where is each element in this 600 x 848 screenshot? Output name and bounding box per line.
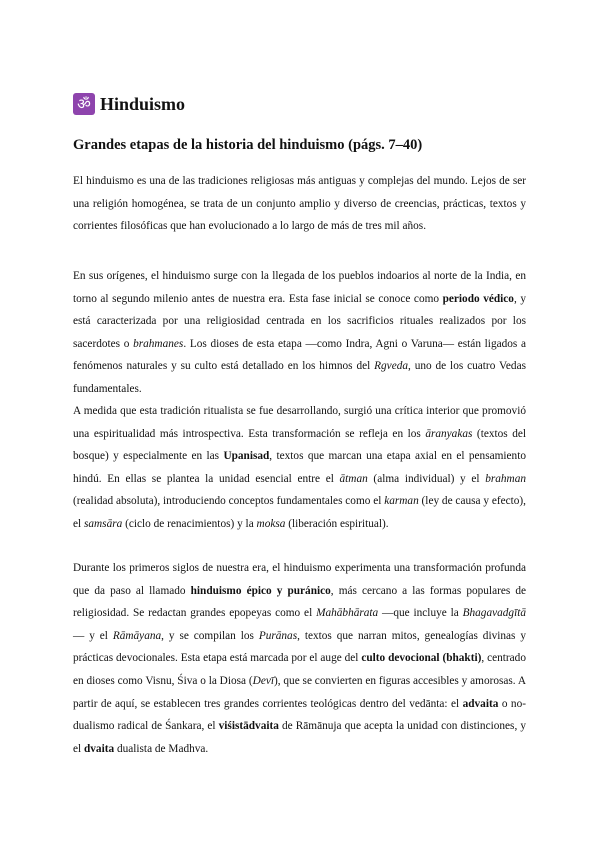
text-run: (textos del bosque) y especialmente en las: [73, 427, 526, 463]
text-run: dualista de Madhva.: [114, 742, 209, 755]
italic-term: āranyakas: [425, 427, 473, 440]
text-run: (realidad absoluta), introduciendo conceptos fundamentales como el: [73, 495, 385, 508]
text-run: (liberación espiritual).: [285, 517, 389, 530]
paragraph-1: [73, 170, 526, 238]
bold-term: viśistādvaita: [218, 720, 279, 733]
paragraph-4: [73, 557, 526, 760]
bold-term: periodo védico: [442, 292, 514, 305]
text-run: (ley de causa y efecto), el: [73, 495, 526, 530]
text-run: — y el: [73, 629, 113, 642]
text-run: En sus orígenes, el hinduismo surge con la llegada de los pueblos indoarios al norte de la India, en torno al segundo milenio antes de nuestra era. Esta fase inicial se conoce como: [73, 270, 526, 305]
bold-term: Upanisad: [223, 450, 270, 463]
bold-term: culto devocional (bhakti): [361, 652, 482, 665]
text-run: , textos que narran mitos, genealogías divinas y prácticas devocionales. Esta etapa está marcada por el auge del: [73, 629, 526, 665]
text-run: , uno de los cuatro Vedas fundamentales.: [73, 360, 526, 395]
italic-term: Devī: [252, 674, 274, 687]
italic-term: brahman: [485, 472, 526, 485]
text-run: —que incluye la: [378, 607, 463, 620]
bold-term: hinduismo épico y puránico: [190, 584, 331, 597]
text-run: , más cercano a las formas populares de religiosidad. Se redactan grandes epopeyas como el: [73, 584, 526, 620]
text-run: de Rāmānuja que acepta la unidad con distinciones, y el: [73, 720, 527, 755]
page-title: [73, 92, 185, 116]
italic-term: moksa: [256, 517, 286, 530]
italic-term: Purānas: [258, 629, 298, 642]
om-icon: ॐ: [73, 93, 95, 115]
text-run: , y está caracterizada por una religiosidad centrada en los sacrificios rituales realizados por los sacerdotes o: [73, 292, 527, 350]
text-run: (ciclo de renacimientos) y la: [122, 517, 257, 530]
italic-term: brahmanes: [133, 337, 184, 350]
text-run: El hinduismo es una de las tradiciones religiosas más antiguas y complejas del mundo. Lejos de ser una religión homogénea, se trata de un conjunto amplio y diverso de creencias, prácticas, textos y corrientes filosóficas que han evolucionado a lo largo de más de tres mil años.: [73, 175, 526, 233]
text-run: Durante los primeros siglos de nuestra era, el hinduismo experimenta una transformación profunda que da paso al llamado: [73, 562, 526, 597]
italic-term: samsāra: [83, 517, 123, 530]
section-heading: Grandes etapas de la historia del hinduismo (págs. 7–40): [73, 137, 423, 153]
text-run: o no-dualismo radical de Śankara, el: [73, 697, 526, 733]
text-run: A medida que esta tradición ritualista se fue desarrollando, surgió una crítica interior que promovió una espiritualidad más introspectiva. Esta transformación se refleja en los: [73, 405, 526, 440]
paragraph-3: [73, 400, 526, 536]
text-run: , textos que marcan una etapa axial en el pensamiento hindú. En ellas se plantea la unidad esencial entre el: [73, 450, 526, 485]
text-run: ), que se convierten en figuras accesibles y amorosas. A partir de aquí, se establecen tres grandes corrientes teológicas dentro del vedānta: el: [73, 674, 527, 710]
italic-term: Rāmāyana: [112, 629, 162, 642]
bold-term: advaita: [462, 697, 499, 710]
text-run: , y se compilan los: [161, 629, 259, 642]
text-run: , centrado en dioses como Visnu, Śiva o la Diosa (: [73, 652, 526, 687]
paragraph-2: [73, 265, 526, 401]
italic-term: Mahābhārata: [316, 607, 379, 620]
bold-term: dvaita: [83, 742, 115, 755]
page-title-text: Hinduismo: [100, 93, 186, 114]
italic-term: karman: [384, 495, 419, 508]
italic-term: Rgveda: [374, 360, 408, 373]
italic-term: Bhagavadgītā: [462, 607, 526, 620]
italic-term: ātman: [339, 472, 368, 485]
text-run: . Los dioses de esta etapa —como Indra, Agni o Varuna— están ligados a fenómenos naturales y su culto está detallado en los himnos del: [73, 337, 527, 373]
text-run: (alma individual) y el: [367, 472, 486, 485]
